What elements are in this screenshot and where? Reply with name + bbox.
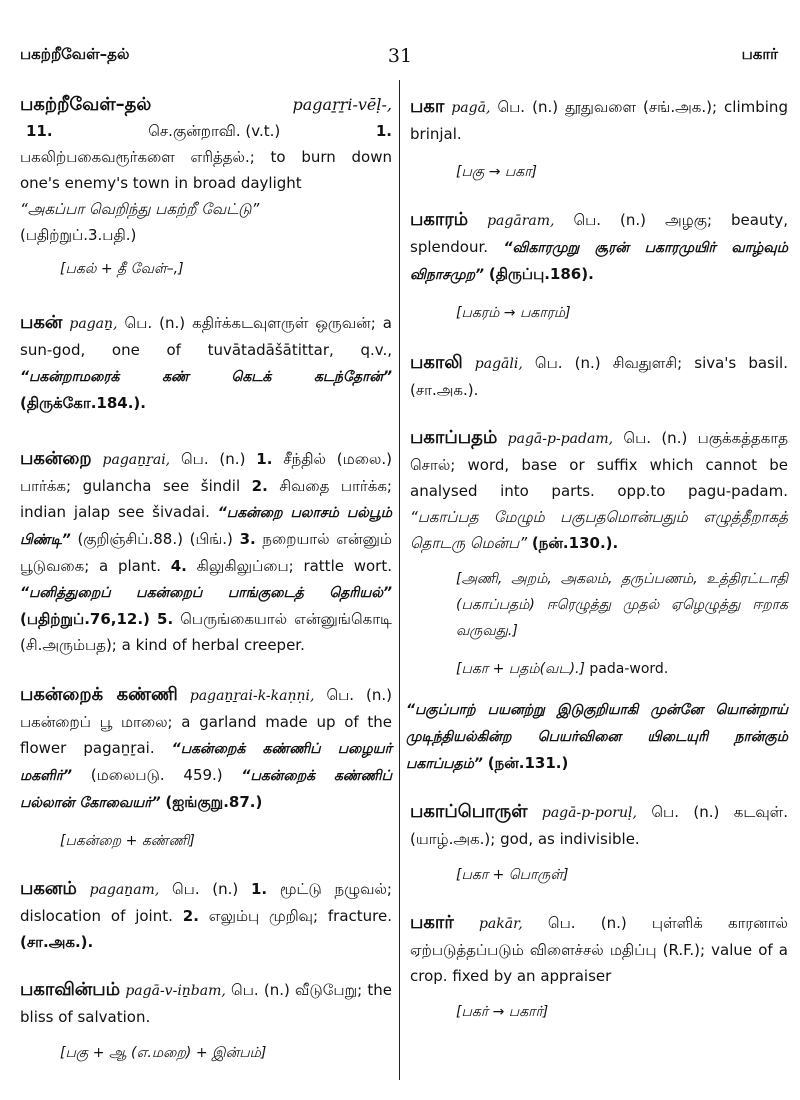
sense-number: 4. [170, 557, 187, 575]
sense-number: 2. [251, 477, 268, 495]
citation-source: (திருக்கோ.184.). [20, 394, 146, 412]
citation-source: (குறிஞ்சிப்.88.) (பிங்.) [77, 530, 233, 548]
usage-note: [அணி, அறம், அகலம், தருப்பணம், உத்திரட்டாதி (பகாப்பதம்) ஈரெழுத்து முதல் ஏழெழுத்து ஈறாக வருவது.] [456, 571, 788, 639]
headword: பகா [410, 96, 445, 117]
citation-quote: “பகாப்பத மேழும் பகுபதமொன்பதும் எழுத்தீறாகத் தொடரு மென்ப” [410, 508, 788, 552]
transliteration: pagā-v-iṉbam, [125, 983, 226, 999]
definition: பெ. (n.) புள்ளிக் காரனால் ஏற்படுத்தப்படும் விளைச்சல் மதிப்பு (R.F.); value of a crop. fixed by an appraiser [410, 914, 788, 985]
grammar-label: பெ. (n.) [180, 450, 246, 468]
transliteration: pagaṉṟai, [102, 452, 171, 468]
transliteration: pagāram, [487, 213, 555, 229]
definition: கிலுகிலுப்பை; rattle wort. [196, 557, 392, 575]
citation-quote: “பகன்றை பலாசம் பல்பூம் பிண்டி” [20, 505, 392, 548]
headword: பகன்றைக் கண்ணி [20, 684, 178, 705]
citation-quote: “பகன்றைக் கண்ணிப் பழையர் மகளிர்” [20, 741, 392, 784]
entry-pagarrivel [20, 92, 392, 282]
headword: பகன்றை [20, 448, 92, 469]
definition: மூட்டு நழுவல்; dislocation of joint. [20, 880, 392, 925]
headword: பகாவின்பம் [20, 979, 121, 1000]
grammar-label: பெ. (n.) [171, 880, 239, 898]
long-citation [406, 696, 788, 777]
headword: பகன் [20, 312, 63, 333]
entry-paganrai [20, 446, 392, 658]
transliteration: pagaṉam, [89, 882, 160, 898]
transliteration: pagā-p-padam, [507, 431, 614, 447]
sense-number: 3. [239, 530, 256, 548]
citation-quote: “பகன்றைக் கண்ணிப் பல்லான் கோவையர்” [20, 768, 392, 811]
headword: பகாப்பொருள் [410, 801, 528, 822]
citation-quote: “அகப்பா வெறிந்து பகற்றீ வேட்டு” [20, 200, 260, 218]
citation-source: (சா.அக.). [20, 933, 94, 951]
citation-source: (ஐங்குறு.87.) [165, 793, 263, 811]
sense-number: 1. [256, 450, 273, 468]
entry-paganrai-kanni [20, 682, 392, 854]
left-column [20, 88, 392, 1066]
headword: பகனம் [20, 878, 77, 899]
citation-source: (நன்.131.) [487, 754, 569, 772]
citation-source: (நன்.130.). [531, 534, 619, 552]
etymology-gloss: pada-word. [589, 661, 669, 677]
etymology: [பகன்றை + கண்ணி] [60, 833, 195, 849]
etymology [410, 656, 788, 682]
definition: பெ. (n.) அழகு; beauty, splendour. [410, 211, 788, 256]
headword: பகாரம் [410, 209, 469, 230]
citation-quote: “பகன்றாமரைக் கண் கெடக் கடந்தோன்” [20, 369, 392, 385]
citation-source: (மலைபடு. 459.) [90, 766, 223, 784]
headword: பகாலி [410, 352, 463, 373]
etymology: [பகு → பகா] [456, 164, 538, 180]
grammar-label: செ.குன்றாவி. (v.t.) [148, 122, 281, 140]
definition: பெ. (n.) கதிர்க்கடவுளருள் ஒருவன்; a sun-god, one of tuvātadāšātittar, q.v., [20, 314, 392, 359]
entry-pakar [410, 910, 788, 1025]
page-number: 31 [387, 45, 413, 67]
definition: பெ. (n.) தூதுவளை (சங்.அக.); climbing brinjal. [410, 98, 788, 143]
citation-source: (பதிற்றுப்.76,12.) [20, 610, 150, 628]
entry-paga [410, 94, 788, 185]
citation-source: (பதிற்றுப்.3.பதி.) [20, 226, 137, 244]
etymology-bracket: [பகா + பதம்(வட).] [456, 661, 585, 677]
sense-number: 1. [250, 880, 268, 898]
sense-number: 5. [157, 610, 174, 628]
transliteration: pagā-p-poruḷ, [541, 805, 637, 821]
column-divider [399, 80, 400, 1080]
definition: நறையால் என்னும் பூடுவகை; a plant. [20, 530, 392, 575]
running-head-right: பகார் [741, 45, 778, 63]
etymology: [பகா + பொருள்] [456, 867, 569, 883]
transliteration: pagāli, [474, 356, 523, 372]
transliteration: pagaṟṟi-vēḷ-, [292, 95, 392, 114]
sense-number: 11. [26, 122, 53, 140]
definition: பெ. (n.) பகன்றைப் பூ மாலை; a garland made up of the flower pagaṉṟai. [20, 686, 392, 757]
etymology: [பகர் → பகார்] [456, 1004, 549, 1020]
transliteration: pakār, [478, 916, 523, 932]
etymology: [பகரம் → பகாரம்] [456, 305, 571, 321]
definition: சீந்தில் (மலை.) பார்க்க; gulancha see šindil [20, 450, 392, 495]
definition: பெ. (n.) வீடுபேறு; the bliss of salvation. [20, 981, 392, 1026]
definition: பெ. (n.) பகுக்கத்தகாத சொல்; word, base or suffix which cannot be analysed into parts. opp.to pagu-padam. [410, 429, 788, 500]
headword: பகற்றீவேள்–தல் [20, 94, 152, 115]
entry-pagaram [410, 207, 788, 326]
citation-quote: “விகாரமுறு சூரன் பகாரமுயிர் வாழ்வும் விநாசமுற” [410, 240, 788, 283]
definition: பெருங்கையால் என்னுங்கொடி (சி.அரும்பத); a kind of herbal creeper. [20, 610, 392, 654]
citation-source: (திருப்பு.186). [488, 265, 594, 283]
transliteration: pagā, [451, 100, 491, 116]
sense-number: 2. [182, 907, 199, 925]
running-head-left: பகற்றீவேள்–தல் [20, 45, 130, 63]
etymology: [பகல் + தீ வேள்–,] [60, 261, 184, 277]
transliteration: pagaṉ, [69, 316, 118, 332]
citation-quote: “பகுப்பாற் பயனற்று இடுகுறியாகி முன்னே யொன்றாய் முடிந்தியல்கின்ற பெயர்வினை யிடையுரி நான்கும் பகாப்பதம்” [406, 702, 788, 772]
entry-paganam [20, 876, 392, 955]
entry-pagan [20, 310, 392, 416]
entry-pagappadam [406, 425, 788, 777]
definition: பெ. (n.) சிவதுளசி; siva's basil. [534, 354, 788, 372]
entry-pagavinbam [20, 977, 392, 1066]
entry-pagapporul [410, 799, 788, 888]
citation-source: (சா.அக.). [410, 381, 479, 399]
definition: எலும்பு முறிவு; fracture. [208, 907, 392, 925]
etymology: [பகு + ஆ (எ.மறை) + இன்பம்] [60, 1045, 267, 1061]
definition: சிவதை பார்க்க; indian jalap see šivadai. [20, 477, 392, 521]
definition: பெ. (n.) கடவுள். (யாழ்.அக.); god, as indivisible. [410, 803, 788, 848]
right-column [406, 88, 788, 1025]
headword: பகார் [410, 912, 454, 933]
entry-pagali [410, 350, 788, 403]
transliteration: pagaṉṟai-k-kaṇṇi, [189, 688, 315, 704]
sense-number: 1. [375, 122, 392, 140]
headword: பகாப்பதம் [410, 427, 498, 448]
definition: பகலிற்பகைவரூர்களை எரித்தல்.; to burn down one's enemy's town in broad daylight [20, 148, 392, 192]
citation-quote: “பனித்துறைப் பகன்றைப் பாங்குடைத் தெரியல்” [20, 585, 392, 601]
